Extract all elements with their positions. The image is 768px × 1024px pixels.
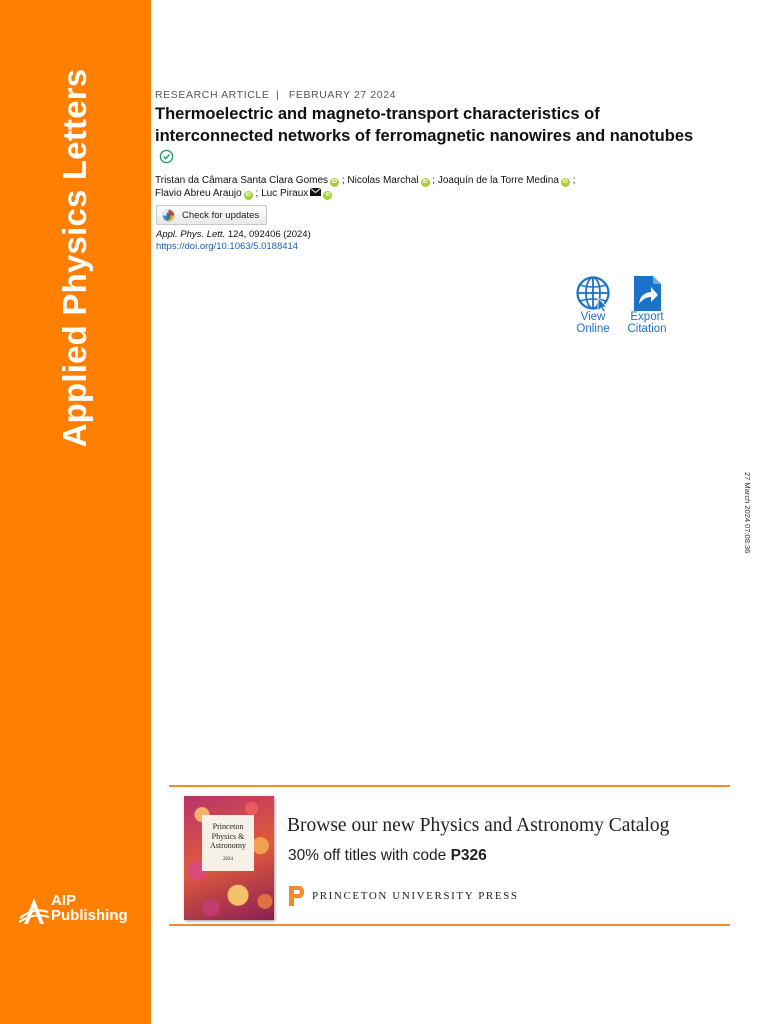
author-name[interactable]: Luc Piraux — [261, 188, 309, 199]
orcid-icon[interactable]: iD — [325, 192, 331, 198]
citation-details: 124, 092406 (2024) — [225, 229, 311, 240]
download-timestamp: 27 March 2024 07:08:36 — [743, 472, 752, 554]
book-cover-label — [202, 815, 254, 871]
ad-headline: Browse our new Physics and Astronomy Catalog — [287, 815, 670, 836]
email-icon[interactable] — [310, 188, 321, 196]
ad-offer-text: 30% off titles with code — [288, 847, 451, 864]
citation-journal: Appl. Phys. Lett. — [156, 229, 226, 240]
catalog-book-cover — [184, 796, 274, 920]
aip-logo-line1: AIP — [51, 892, 77, 909]
journal-sidebar — [0, 0, 151, 1024]
author-name[interactable]: Flavio Abreu Araujo — [155, 188, 242, 199]
export-citation-label-line2: Citation — [627, 322, 667, 335]
author-list: Tristan da Câmara Santa Clara Gomes iD ; Nicolas Marchal iD ; Joaquín de la Torre Medina iD ; Flavio Abreu Araujo iD ; Luc Piraux iD — [155, 175, 576, 199]
meta-separator: | — [275, 89, 280, 101]
ad-promo-code: P326 — [450, 847, 487, 864]
book-year: 2024 — [223, 856, 233, 862]
author-name[interactable]: Joaquín de la Torre Medina — [437, 175, 559, 186]
journal-title: Applied Physics Letters — [56, 68, 93, 448]
book-title-line2: Physics & — [211, 831, 245, 841]
article-title: Thermoelectric and magneto-transport characteristics of interconnected networks of ferromagnetic nanowires and nanotubes — [155, 105, 694, 145]
view-online-button[interactable] — [572, 276, 614, 335]
orcid-icon[interactable]: iD — [245, 192, 251, 198]
orcid-icon[interactable]: iD — [562, 179, 568, 185]
verified-check-icon — [159, 149, 174, 164]
doi-link[interactable]: https://doi.org/10.1063/5.0188414 — [156, 241, 299, 252]
advertisement-banner[interactable] — [169, 785, 730, 926]
export-citation-label-line1: Export — [630, 311, 664, 323]
globe-icon — [574, 276, 612, 312]
aip-publishing-logo[interactable] — [18, 893, 140, 927]
aip-logo-line2: Publishing — [51, 907, 128, 924]
export-citation-button[interactable] — [624, 276, 670, 335]
orcid-icon[interactable]: iD — [422, 179, 428, 185]
author-name[interactable]: Tristan da Câmara Santa Clara Gomes — [155, 175, 329, 186]
view-online-label-line2: Online — [576, 322, 610, 335]
check-for-updates-button[interactable] — [156, 205, 267, 225]
aip-logo-icon — [18, 897, 50, 925]
princeton-press-name: PRINCETON UNIVERSITY PRESS — [312, 890, 519, 902]
check-for-updates-label: Check for updates — [182, 210, 260, 221]
export-document-icon — [632, 276, 662, 312]
article-meta — [155, 89, 396, 101]
article-title-block — [155, 104, 695, 169]
article-type: RESEARCH ARTICLE — [155, 89, 270, 101]
author-name[interactable]: Nicolas Marchal — [347, 175, 419, 186]
orcid-icon[interactable]: iD — [332, 179, 338, 185]
citation — [156, 229, 311, 253]
publication-date: FEBRUARY 27 2024 — [288, 89, 397, 101]
ad-offer — [288, 847, 487, 865]
view-online-label-line1: View — [580, 311, 606, 323]
book-title-line1: Princeton — [212, 822, 244, 831]
crossmark-icon — [162, 209, 175, 222]
book-title-line3: Astronomy — [210, 841, 246, 850]
princeton-press-icon — [288, 885, 305, 907]
